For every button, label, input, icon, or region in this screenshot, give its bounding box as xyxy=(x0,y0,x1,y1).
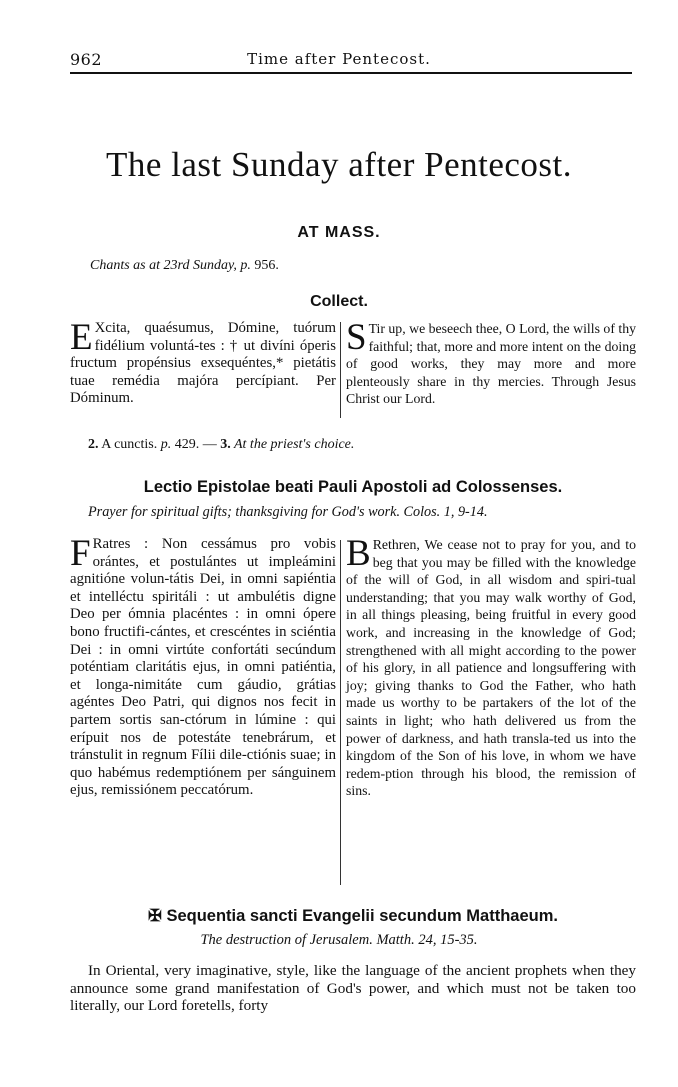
gospel-heading-text: Sequentia sancti Evangelii secundum Matthaeum. xyxy=(166,907,558,925)
commentary-text: In Oriental, very imaginative, style, like the language of the ancient prophets when they announce some grand manifestation of God's power, and which must not be taken too literally, our Lord foretells, forty xyxy=(70,962,636,1015)
cross-icon: ✠ xyxy=(148,907,162,925)
rubric-ref-2-p: p. xyxy=(160,437,172,452)
collect-english-dropcap: S xyxy=(346,317,367,358)
gospel-heading xyxy=(0,906,678,926)
rubric-ref-2-page: 429. — xyxy=(171,437,221,452)
epistle-latin-text: Ratres : Non cessámus pro vobis orántes, et postulántes ut impleámini agnitióne volun-tátis Dei, in omni sapiéntia et intelléctu spiritáli : ut ambulétis digne Deo per ómnia placéntes : in omni ópere bono fructifi-cántes, et crescéntes in sciéntia Dei : in omni virtúte confortáti secúndum poténtiam claritátis ejus, in omni patiéntia, et longa-nimitáte cum gáudio, grátias agéntes Deo Patri, qui dignos nos fecit in partem sortis san-ctórum in lúmine : qui erípuit nos de potestáte tenebrárum, et tránstulit in regnum Fílii dile-ctiónis suae; in quo habémus redemptiónem per sánguinem ejus, remissiónem peccatórum. xyxy=(70,536,336,799)
rubric-number-2: 2. xyxy=(88,437,99,452)
collect-latin-text: Xcita, quaésumus, Dómine, tuórum fidélium voluntá-tes : † ut divíni óperis fructum propénsius exsequéntes,* pietátis tuae remédia majóra percípiant. Per Dóminum. xyxy=(70,320,336,407)
rubric-ref-3: At the priest's choice. xyxy=(230,437,355,452)
rubric-ref-2: A cunctis. xyxy=(98,437,161,452)
rubric-line xyxy=(88,437,354,453)
epistle-latin xyxy=(70,533,336,800)
epistle-english-text: Rethren, We cease not to pray for you, and to beg that you may be filled with the knowledge of the will of God, in all wisdom and spiri-tual understanding; that you may walk worthy of God, in all things pleasing, being fruitful in every good work, and increasing in the knowledge of God; strengthened with all might according to the power of his glory, in all patience and longsuffering with joy; giving thanks to God the Father, who hath made us worthy to be partakers of the lot of the saints in light; who hath delivered us from the power of darkness, and hath transla-ted us into the kingdom of the Son of his love, in whom we have redem-ption through his blood, the remission of sins. xyxy=(346,537,636,799)
epistle-subtitle: Prayer for spiritual gifts; thanksgiving for God's work. Colos. 1, 9-14. xyxy=(88,504,488,520)
rubric-number-3: 3. xyxy=(220,437,231,452)
collect-latin-dropcap: E xyxy=(70,317,93,358)
epistle-english xyxy=(346,533,636,800)
collect-english-text: Tir up, we beseech thee, O Lord, the wills of thy faithful; that, more and more intent on the doing of good works, they may more and more plenteously share in thy mercies. Through Jesus Christ our Lord. xyxy=(346,321,636,407)
header-rule xyxy=(70,72,632,74)
collect-latin xyxy=(70,317,336,408)
chants-note-text: Chants as at 23rd Sunday, p. xyxy=(90,258,251,273)
epistle-column-divider xyxy=(340,540,341,885)
running-title: Time after Pentecost. xyxy=(247,50,431,68)
chants-note-page: 956. xyxy=(250,258,279,273)
epistle-latin-dropcap: F xyxy=(70,533,91,574)
page-number: 962 xyxy=(70,50,103,69)
chants-note xyxy=(90,258,279,274)
commentary-paragraph xyxy=(70,962,636,1015)
gospel-subtitle: The destruction of Jerusalem. Matth. 24, 15-35. xyxy=(200,932,478,948)
collect-english xyxy=(346,317,636,408)
collect-column-divider xyxy=(340,322,341,418)
epistle-english-dropcap: B xyxy=(346,533,371,574)
mass-subtitle: AT MASS. xyxy=(297,224,381,241)
epistle-heading: Lectio Epistolae beati Pauli Apostoli ad Colossenses. xyxy=(143,478,563,496)
page-title: The last Sunday after Pentecost. xyxy=(105,145,572,184)
collect-heading: Collect. xyxy=(310,293,368,310)
